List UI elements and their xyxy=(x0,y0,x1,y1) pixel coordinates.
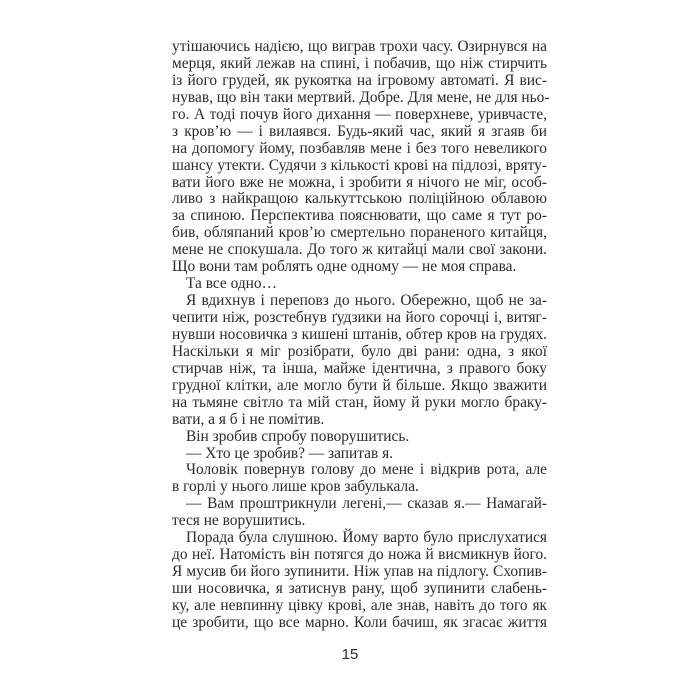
text-line: Та все одно… xyxy=(186,275,277,293)
text-line: з кров’ю — і вилаявся. Будь-який час, який я згаяв би xyxy=(172,122,547,140)
text-line: на допомогу йому, позбавляв мене і без того невеликого xyxy=(172,139,547,157)
text-line: ши носовичка, я затиснув рану, щоб зупинити слабень- xyxy=(172,580,547,597)
text-line: Порада була слушною. Йому варто було прислухатися xyxy=(186,529,547,547)
text-line: ливо з найкращою калькуттською поліційною облавою xyxy=(172,190,547,208)
text-line: мерця, який лежав на спині, і побачив, що ніж стирчить xyxy=(172,54,547,72)
text-line: до неї. Натомість він потягся до ножа й висмикнув його. xyxy=(172,546,547,564)
page-number: 15 xyxy=(341,646,359,663)
text-line: Наскільки я міг розібрати, було дві рани: одна, з якої xyxy=(172,342,547,360)
text-line: Що вони там роблять одне одному — не моя справа. xyxy=(172,258,517,276)
text-line: нував, що він таки мертвий. Добре. Для мене, не для ньо- xyxy=(172,88,550,106)
text-line: грудної клітки, але могло бути й більше. Якщо зважити xyxy=(172,376,547,394)
text-line: на тьмяне світло та мій стан, йому й руки могло браку- xyxy=(172,393,547,411)
text-line: стирчав ніж, та інша, майже ідентична, з правого боку xyxy=(172,359,547,377)
text-line: в горлі у нього лише кров забулькала. xyxy=(172,478,419,496)
text-line: мене не спокушала. До того ж китайці мали свої закони. xyxy=(172,241,547,259)
text-line: бив, обляпаний кров’ю смертельно пораненого китайця, xyxy=(172,224,547,242)
text-line: — Хто це зробив? — запитав я. xyxy=(186,444,394,462)
text-line: ку, але невпинну цівку крові, але знав, навіть до того як xyxy=(172,596,547,614)
body-text xyxy=(172,38,550,632)
text-line: Я вдихнув і переповз до нього. Обережно, щоб не за- xyxy=(186,292,547,310)
text-line: Я мусив би його зупинити. Ніж упав на підлогу. Схопив- xyxy=(172,563,547,581)
text-line: нувши носовичка з кишені штанів, обтер кров на грудях. xyxy=(172,325,547,343)
text-line: теся не ворушитись. xyxy=(172,512,306,530)
text-line: чепити ніж, розстебнув ґудзики на його сорочці і, витяг- xyxy=(172,309,547,326)
text-line: Він зробив спробу поворушитись. xyxy=(186,427,410,445)
text-line: із його грудей, як рукоятка на ігровому автоматі. Я вис- xyxy=(172,71,547,89)
text-line: — Вам проштрикнули легені,— сказав я.— Намагай- xyxy=(186,495,547,513)
text-line: го. А тоді почув його дихання — поверхневе, уривчасте, xyxy=(172,105,547,123)
text-line: утішаючись надією, що виграв трохи часу. Озирнувся на xyxy=(172,38,547,55)
text-line: шансу утекти. Судячи з кількості крові на підлозі, вряту- xyxy=(172,156,547,174)
text-line: Чоловік повернув голову до мене і відкрив рота, але xyxy=(186,461,547,479)
text-line: вати, а я б і не помітив. xyxy=(172,410,325,428)
text-line: це зробити, що все марно. Коли бачиш, як згасає життя xyxy=(172,613,547,631)
text-line: за спиною. Перспектива пояснювати, що саме я тут ро- xyxy=(172,207,547,225)
text-line: вати його вже не можна, і зробити я нічого не міг, особ- xyxy=(172,173,547,191)
